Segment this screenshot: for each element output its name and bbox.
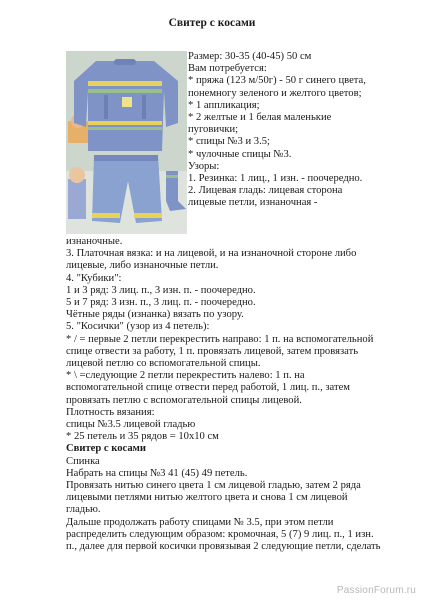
text-line: вспомогательной спице отвести перед работой, 1 лиц. п., затем (66, 382, 351, 394)
text-line: п., далее для первой косички провязывая 2 следующие петли, сделать (66, 541, 381, 553)
text-line: провязать петлю с вспомогательной спицы лицевой. (66, 394, 302, 406)
text-line: * спицы №3 и 3.5; (188, 136, 270, 148)
text-line: 1. Резинка: 1 лиц., 1 изн. - поочередно. (188, 173, 363, 185)
text-line: 4. "Кубики": (66, 272, 122, 284)
text-line: лицевые, либо изнаночные петли. (66, 260, 219, 272)
text-line: * 2 желтые и 1 белая маленькие (188, 112, 332, 124)
text-line: спице отвести за работу, 1 п. провязать лицевой, затем провязать (66, 345, 359, 357)
watermark: PassionForum.ru (336, 585, 416, 596)
text-line: лицевыми петлями нитью желтого цвета и снова 1 см лицевой (66, 492, 348, 504)
text-line: понемногу зеленого и желтого цветов; (188, 87, 362, 99)
text-line: Дальше продолжать работу спицами № 3.5, при этом петли (66, 516, 334, 528)
text-line: 5 и 7 ряд: 3 изн. п., 3 лиц. п. - поочередно. (66, 297, 256, 309)
text-line: спицы №3.5 лицевой гладью (66, 419, 196, 431)
text-line: * \ =следующие 2 петли перекрестить налево: 1 п. на (66, 370, 305, 382)
text-line: * 25 петель и 35 рядов = 10x10 см (66, 431, 219, 443)
text-line: лицевые петли, изнаночная - (188, 197, 318, 209)
text-line: изнаночные. (66, 236, 123, 247)
text-line: Размер: 30-35 (40-45) 50 см (188, 51, 312, 62)
text-line: Узоры: (188, 160, 220, 172)
text-line: Вам потребуется: (188, 63, 267, 75)
text-line: гладью. (66, 504, 101, 516)
section-heading: Свитер с косами (66, 443, 146, 455)
text-line: Чётные ряды (изнанка) вязать по узору. (66, 309, 244, 321)
text-line: Плотность вязания: (66, 406, 155, 418)
instructions-text (66, 236, 416, 553)
text-line: Спинка (66, 455, 100, 467)
text-line: * / = первые 2 петли перекрестить направо: 1 п. на вспомогательной (66, 333, 374, 345)
text-line: пуговички; (188, 124, 239, 136)
text-line: 1 и 3 ряд: 3 лиц. п., 3 изн. п. - поочередно. (66, 284, 256, 296)
sweater-photo (66, 51, 187, 234)
text-line: Набрать на спицы №3 41 (45) 49 петель. (66, 467, 248, 479)
materials-text (188, 51, 410, 210)
text-line: * пряжа (123 м/50г) - 50 г синего цвета, (188, 75, 366, 87)
sweater-illustration (66, 51, 187, 234)
text-line: 3. Платочная вязка: и на лицевой, и на изнаночной стороне либо (66, 248, 357, 260)
text-line: Провязать нитью синего цвета 1 см лицевой гладью, затем 2 ряда (66, 480, 361, 492)
text-line: 5. "Косички" (узор из 4 петель): (66, 321, 210, 333)
text-line: * чулочные спицы №3. (188, 148, 292, 160)
document-title: Свитер с косами (168, 17, 256, 29)
text-line: * 1 аппликация; (188, 99, 260, 111)
text-line: лицевой петлю со вспомогательной спицы. (66, 358, 261, 370)
text-line: 2. Лицевая гладь: лицевая сторона (188, 185, 343, 197)
text-line: распределить следующим образом: кромочная, 5 (7) 9 лиц. п., 1 изн. (66, 528, 374, 540)
